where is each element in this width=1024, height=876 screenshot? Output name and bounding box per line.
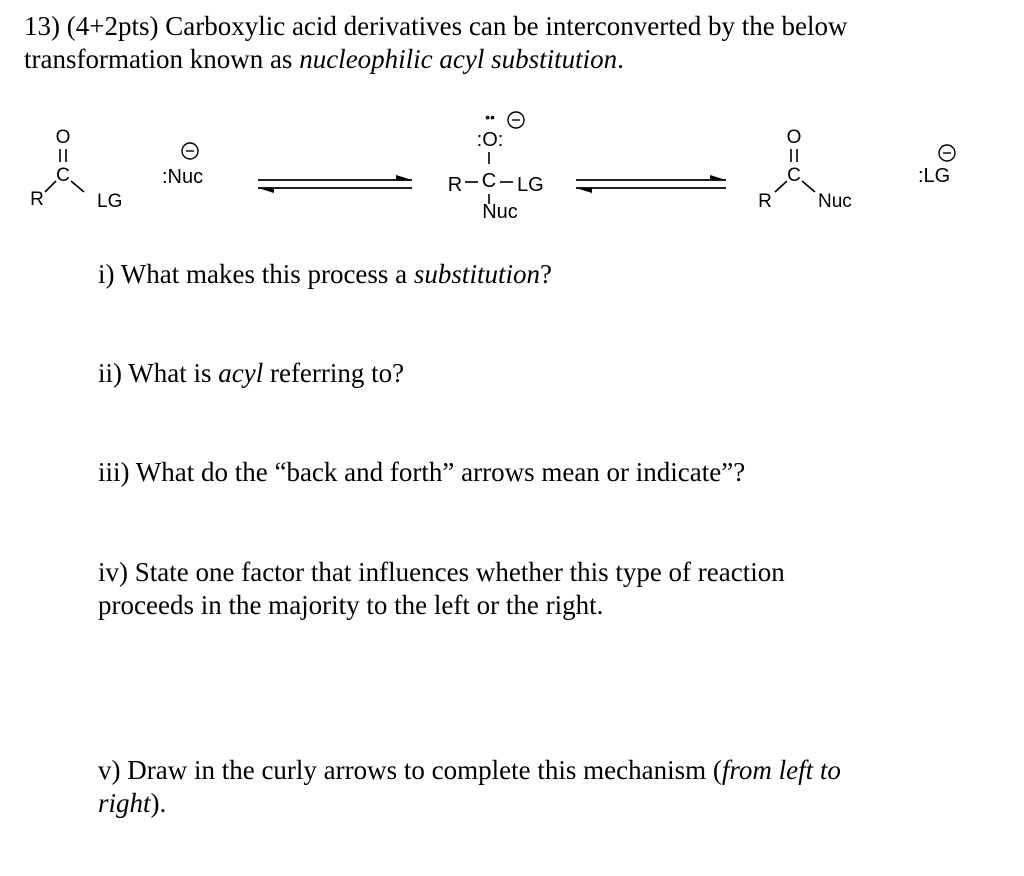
part-iv-line-1: iv) State one factor that influences whether this type of reaction bbox=[98, 557, 785, 587]
nucleophile-group-label: Nuc bbox=[818, 191, 852, 212]
leaving-group-anion-label: :LG bbox=[918, 165, 951, 187]
part-i: i) What makes this process a substitution? bbox=[98, 259, 552, 289]
question-number: 13) bbox=[24, 11, 60, 41]
question-line-1 bbox=[24, 10, 1014, 43]
part-v-line-2: right). bbox=[98, 788, 167, 818]
tetrahedral-intermediate bbox=[448, 109, 544, 223]
question-header bbox=[24, 10, 1014, 76]
question-line-2: transformation known as nucleophilic acyl substitution. bbox=[24, 44, 624, 74]
carbonyl-carbon: C bbox=[56, 165, 70, 186]
term-nucleophilic-acyl-substitution: nucleophilic acyl substitution bbox=[299, 44, 618, 74]
leaving-group bbox=[918, 145, 955, 187]
term-acyl: acyl bbox=[218, 358, 264, 388]
term-substitution: substitution bbox=[413, 259, 540, 289]
part-ii: ii) What is acyl referring to? bbox=[98, 358, 405, 388]
leaving-group-label: LG bbox=[517, 174, 544, 196]
part-iv-line-2: proceeds in the majority to the left or the right. bbox=[98, 590, 604, 620]
nucleophile bbox=[162, 143, 203, 188]
equilibrium-arrow-1 bbox=[258, 175, 412, 193]
r-group: R bbox=[447, 174, 463, 196]
r-group: R bbox=[30, 189, 44, 210]
leaving-group-label: LG bbox=[97, 191, 123, 212]
nucleophile-group-label: Nuc bbox=[482, 201, 518, 223]
reactant-acyl-compound bbox=[30, 127, 122, 212]
part-v-line-1: v) Draw in the curly arrows to complete this mechanism (from left to bbox=[98, 755, 841, 785]
nucleophile-label: :Nuc bbox=[162, 166, 204, 188]
question-text: Carboxylic acid derivatives can be interconverted by the below bbox=[165, 11, 848, 41]
question-points: (4+2pts) bbox=[66, 11, 159, 41]
product-acyl-compound bbox=[758, 127, 852, 212]
part-iii: iii) What do the “back and forth” arrows mean or indicate”? bbox=[98, 457, 746, 487]
oxyanion-label: :O: bbox=[476, 129, 504, 151]
carbonyl-oxygen: O bbox=[55, 127, 71, 148]
lone-pair-dots: •• bbox=[485, 109, 495, 125]
reaction-scheme bbox=[0, 100, 1024, 240]
carbonyl-oxygen: O bbox=[786, 127, 802, 148]
r-group: R bbox=[758, 191, 772, 212]
central-carbon: C bbox=[481, 170, 497, 192]
part-v bbox=[98, 754, 841, 820]
part-iv bbox=[98, 556, 785, 622]
carbonyl-carbon: C bbox=[787, 165, 801, 186]
equilibrium-arrow-2 bbox=[576, 175, 726, 193]
